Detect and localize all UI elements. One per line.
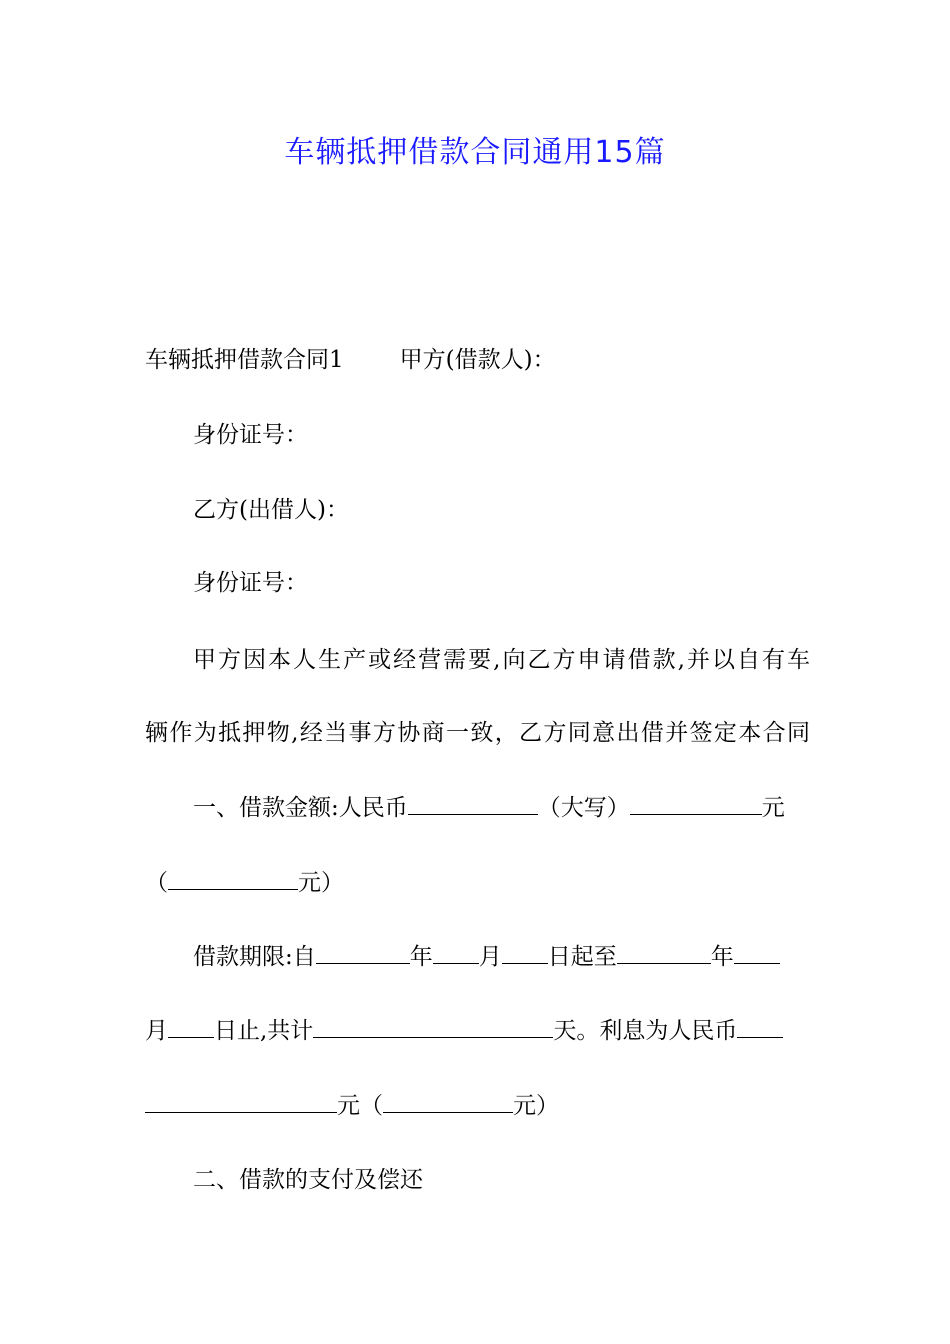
day-total-label: 日止,共计 xyxy=(214,1018,314,1044)
contract-heading-line xyxy=(145,340,810,380)
uppercase-label: （大写） xyxy=(537,795,630,821)
interest-blank-start xyxy=(737,1013,783,1038)
loan-amount-continuation xyxy=(145,863,810,903)
year-label: 年 xyxy=(409,944,433,970)
end-day-blank xyxy=(168,1013,214,1038)
yuan-close-paren-2: 元） xyxy=(513,1093,559,1119)
party-a-id-label: 身份证号： xyxy=(193,422,308,448)
interest-amount-blank xyxy=(145,1088,337,1113)
open-paren: （ xyxy=(145,870,168,896)
month-label: 月 xyxy=(478,944,502,970)
total-days-blank xyxy=(313,1013,553,1038)
end-year-blank xyxy=(617,939,711,964)
end-month-blank xyxy=(734,939,780,964)
uppercase-amount-blank xyxy=(630,790,762,815)
preamble-line-2: 辆作为抵押物,经当事方协商一致，乙方同意出借并签定本合同 xyxy=(145,720,810,746)
loan-term-label: 借款期限:自 xyxy=(193,944,316,970)
loan-term-continuation xyxy=(145,1011,810,1051)
loan-amount-line xyxy=(193,788,810,828)
document-title: 车辆抵押借款合同通用15篇 xyxy=(284,135,666,170)
start-year-blank xyxy=(316,939,410,964)
day-until-label: 日起至 xyxy=(547,944,617,970)
yuan-label: 元 xyxy=(761,795,785,821)
yuan-open-paren: 元（ xyxy=(337,1093,383,1119)
party-b-id-label: 身份证号： xyxy=(193,570,308,596)
party-a-label: 甲方(借款人)： xyxy=(399,347,556,373)
party-b-label: 乙方(出借人)： xyxy=(193,497,349,523)
contract-number: 车辆抵押借款合同1 xyxy=(145,347,344,373)
interest-figure-blank xyxy=(383,1088,513,1113)
loan-term-line xyxy=(193,937,810,977)
yuan-close-paren: 元） xyxy=(298,870,344,896)
start-month-blank xyxy=(433,939,479,964)
interest-continuation xyxy=(145,1086,810,1126)
amount-blank xyxy=(408,790,538,815)
loan-amount-label: 一、借款金额:人民币 xyxy=(193,795,408,821)
amount-figure-blank xyxy=(168,865,298,890)
month-label-2: 月 xyxy=(145,1018,168,1044)
section-two-heading: 二、借款的支付及偿还 xyxy=(193,1167,423,1193)
interest-label: 天。利息为人民币 xyxy=(553,1018,738,1044)
preamble-line-1: 甲方因本人生产或经营需要,向乙方申请借款,并以自有车 xyxy=(193,647,810,673)
year-label-2: 年 xyxy=(710,944,734,970)
start-day-blank xyxy=(502,939,548,964)
